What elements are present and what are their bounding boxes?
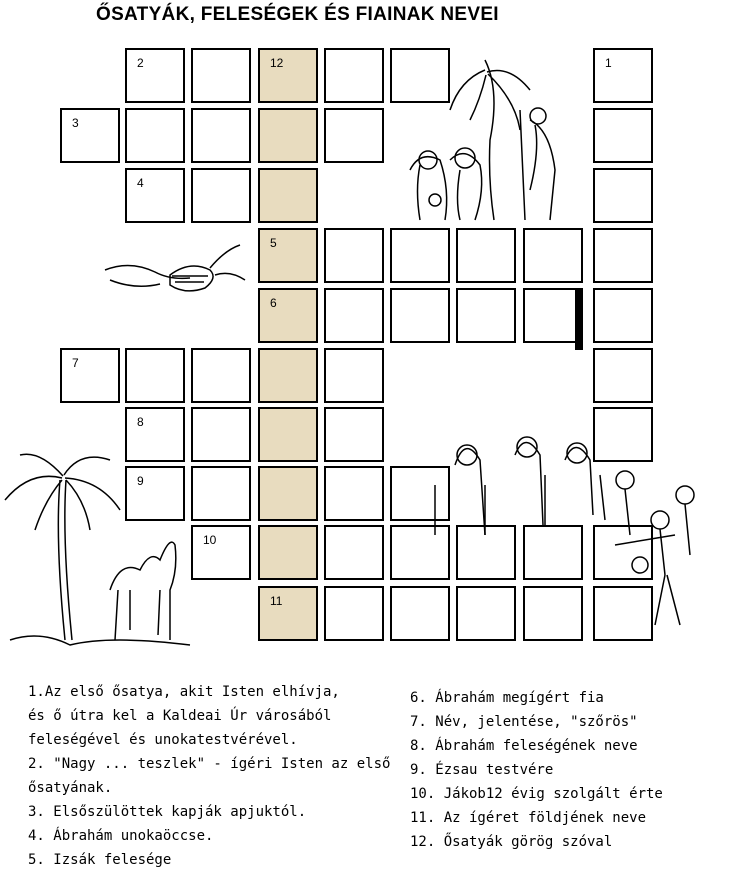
clue-number: 6 bbox=[270, 296, 277, 310]
crossword-cell[interactable] bbox=[523, 228, 583, 283]
clue-line: feleségével és unokatestvérével. bbox=[28, 732, 298, 748]
crossword-key-cell[interactable] bbox=[258, 407, 318, 462]
crossword-cell[interactable] bbox=[456, 288, 516, 343]
crossword-key-cell[interactable] bbox=[258, 348, 318, 403]
crossword-cell[interactable] bbox=[593, 48, 653, 103]
crossword-cell[interactable] bbox=[191, 168, 251, 223]
crossword-key-cell[interactable] bbox=[258, 108, 318, 163]
hands-basket-sketch bbox=[100, 240, 250, 310]
clue-number: 7 bbox=[72, 356, 79, 370]
crossword-cell[interactable] bbox=[125, 108, 185, 163]
clue-line: 1.Az első ősatya, akit Isten elhívja, bbox=[28, 684, 340, 700]
crossword-cell[interactable] bbox=[523, 288, 583, 343]
crossword-cell[interactable] bbox=[390, 288, 450, 343]
clue-number: 4 bbox=[137, 176, 144, 190]
crossword-cell[interactable] bbox=[390, 228, 450, 283]
crossword-cell[interactable] bbox=[324, 407, 384, 462]
crossword-cell[interactable] bbox=[191, 466, 251, 521]
crossword-cell[interactable] bbox=[593, 168, 653, 223]
crossword-cell[interactable] bbox=[593, 288, 653, 343]
crossword-cell[interactable] bbox=[324, 228, 384, 283]
crossword-cell[interactable] bbox=[324, 48, 384, 103]
crossword-key-cell[interactable] bbox=[258, 466, 318, 521]
crossword-cell[interactable] bbox=[60, 108, 120, 163]
crossword-cell[interactable] bbox=[191, 108, 251, 163]
palm-camel-sketch bbox=[0, 440, 200, 660]
clue-line: 2. "Nagy ... teszlek" - ígéri Isten az első bbox=[28, 756, 391, 772]
clue-number: 9 bbox=[137, 474, 144, 488]
clue-line: és ő útra kel a Kaldeai Úr városából bbox=[28, 708, 332, 724]
crowd-sketch bbox=[425, 425, 725, 645]
crossword-cell[interactable] bbox=[324, 108, 384, 163]
crossword-cell[interactable] bbox=[191, 348, 251, 403]
clue-line: 3. Elsőszülöttek kapják apjuktól. bbox=[28, 804, 307, 820]
clue-line: 9. Ézsau testvére bbox=[410, 762, 554, 778]
crossword-cell[interactable] bbox=[593, 108, 653, 163]
clue-number: 12 bbox=[270, 56, 284, 70]
crossword-cell[interactable] bbox=[593, 348, 653, 403]
crossword-cell[interactable] bbox=[324, 288, 384, 343]
crossword-cell[interactable] bbox=[324, 466, 384, 521]
page-title: ŐSATYÁK, FELESÉGEK ÉS FIAINAK NEVEI bbox=[96, 4, 499, 25]
crossword-cell[interactable] bbox=[593, 228, 653, 283]
clue-number: 10 bbox=[203, 533, 217, 547]
crossword-cell[interactable] bbox=[324, 586, 384, 641]
clue-line: 5. Izsák felesége bbox=[28, 852, 172, 868]
crossword-cell[interactable] bbox=[191, 525, 251, 580]
crossword-cell[interactable] bbox=[125, 48, 185, 103]
crossword-key-cell[interactable] bbox=[258, 525, 318, 580]
crossword-key-cell[interactable] bbox=[258, 168, 318, 223]
crossword-key-cell[interactable] bbox=[258, 288, 318, 343]
crossword-cell[interactable] bbox=[191, 48, 251, 103]
clue-line: 10. Jákob12 évig szolgált érte bbox=[410, 786, 663, 802]
clue-number: 3 bbox=[72, 116, 79, 130]
clue-number: 2 bbox=[137, 56, 144, 70]
clue-line: 11. Az ígéret földjének neve bbox=[410, 810, 647, 826]
crossword-cell[interactable] bbox=[125, 168, 185, 223]
clue-number: 11 bbox=[270, 594, 283, 608]
crossword-cell[interactable] bbox=[456, 228, 516, 283]
crossword-cell[interactable] bbox=[60, 348, 120, 403]
people-palm-sketch bbox=[390, 50, 590, 230]
clue-line: 12. Ősatyák görög szóval bbox=[410, 834, 613, 850]
crossword-key-cell[interactable] bbox=[258, 586, 318, 641]
thick-divider bbox=[575, 288, 583, 350]
clue-number: 1 bbox=[605, 56, 612, 70]
crossword-key-cell[interactable] bbox=[258, 228, 318, 283]
crossword-cell[interactable] bbox=[191, 407, 251, 462]
clue-line: 6. Ábrahám megígért fia bbox=[410, 690, 604, 706]
crossword-key-cell[interactable] bbox=[258, 48, 318, 103]
clue-number: 8 bbox=[137, 415, 144, 429]
clue-line: 7. Név, jelentése, "szőrös" bbox=[410, 714, 638, 730]
crossword-cell[interactable] bbox=[324, 348, 384, 403]
clue-number: 5 bbox=[270, 236, 277, 250]
crossword-cell[interactable] bbox=[324, 525, 384, 580]
clue-line: ősatyának. bbox=[28, 780, 113, 796]
crossword-cell[interactable] bbox=[125, 348, 185, 403]
clue-line: 4. Ábrahám unokaöccse. bbox=[28, 828, 214, 844]
clue-line: 8. Ábrahám feleségének neve bbox=[410, 738, 638, 754]
